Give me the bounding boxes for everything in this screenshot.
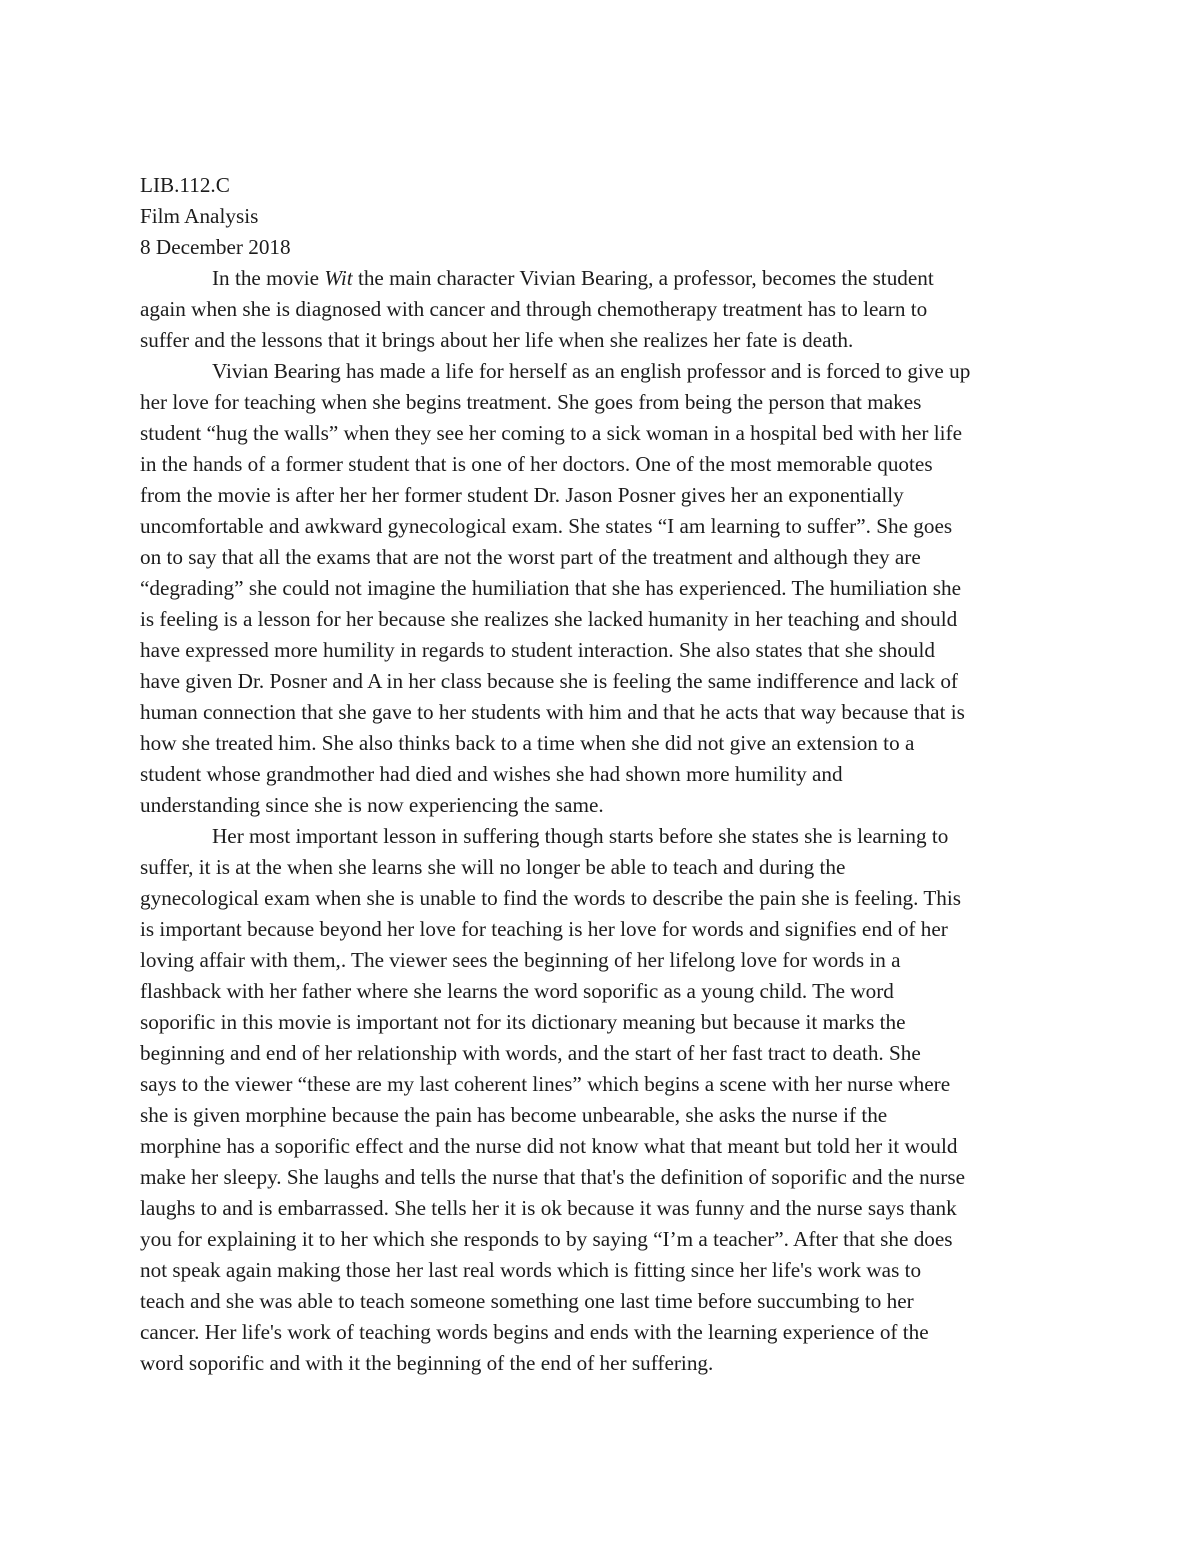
text-line: understanding since she is now experiencing the same. (140, 793, 604, 817)
text-line: Her most important lesson in suffering though starts before she states she is learning to (212, 824, 949, 848)
text-line: how she treated him. She also thinks back to a time when she did not give an extension to a (140, 731, 915, 755)
text-line: her love for teaching when she begins treatment. She goes from being the person that makes (140, 390, 922, 414)
paragraph (140, 821, 1060, 1379)
text-line: student “hug the walls” when they see her coming to a sick woman in a hospital bed with her life (140, 421, 962, 445)
text-line: teach and she was able to teach someone something one last time before succumbing to her (140, 1289, 914, 1313)
text-line: you for explaining it to her which she responds to by saying “I’m a teacher”. After that she does (140, 1227, 953, 1251)
text-line: again when she is diagnosed with cancer and through chemotherapy treatment has to learn to (140, 297, 928, 321)
text-line: uncomfortable and awkward gynecological exam. She states “I am learning to suffer”. She goes (140, 514, 953, 538)
text-line: Vivian Bearing has made a life for herself as an english professor and is forced to give up (212, 359, 971, 383)
text-line: in the hands of a former student that is one of her doctors. One of the most memorable quotes (140, 452, 933, 476)
paragraph (140, 356, 1060, 821)
text-line: student whose grandmother had died and wishes she had shown more humility and (140, 762, 843, 786)
text-line: have given Dr. Posner and A in her class because she is feeling the same indifference and lack of (140, 669, 958, 693)
text-line: have expressed more humility in regards to student interaction. She also states that she should (140, 638, 935, 662)
text-line: word soporific and with it the beginning of the end of her suffering. (140, 1351, 714, 1375)
course-code: LIB.112.C (140, 173, 230, 197)
text-line: says to the viewer “these are my last coherent lines” which begins a scene with her nurse where (140, 1072, 951, 1096)
text-line: on to say that all the exams that are not the worst part of the treatment and although they are (140, 545, 921, 569)
text-line: is feeling is a lesson for her because she realizes she lacked humanity in her teaching and should (140, 607, 958, 631)
text-line: “degrading” she could not imagine the humiliation that she has experienced. The humiliation she (140, 576, 961, 600)
text-line: morphine has a soporific effect and the nurse did not know what that meant but told her it would (140, 1134, 958, 1158)
text-segment: the main character Vivian Bearing, a professor, becomes the student (352, 266, 934, 290)
text-segment: In the movie (212, 266, 325, 290)
text-line: suffer and the lessons that it brings about her life when she realizes her fate is death. (140, 328, 854, 352)
date-line: 8 December 2018 (140, 235, 291, 259)
text-line: beginning and end of her relationship with words, and the start of her fast tract to death. She (140, 1041, 921, 1065)
document-body (140, 170, 1060, 1379)
film-title: Wit (324, 266, 353, 290)
assignment-title: Film Analysis (140, 204, 259, 228)
text-line: human connection that she gave to her students with him and that he acts that way because that is (140, 700, 965, 724)
text-line: she is given morphine because the pain has become unbearable, she asks the nurse if the (140, 1103, 888, 1127)
paragraph (140, 263, 1060, 356)
text-line: gynecological exam when she is unable to find the words to describe the pain she is feeling. This (140, 886, 962, 910)
text-line (140, 263, 1060, 294)
text-line: loving affair with them,. The viewer sees the beginning of her lifelong love for words in a (140, 948, 901, 972)
paragraphs (140, 263, 1060, 1379)
text-line: laughs to and is embarrassed. She tells her it is ok because it was funny and the nurse says thank (140, 1196, 957, 1220)
text-line: cancer. Her life's work of teaching words begins and ends with the learning experience of the (140, 1320, 929, 1344)
text-line: make her sleepy. She laughs and tells the nurse that that's the definition of soporific and the nurse (140, 1165, 966, 1189)
text-line: from the movie is after her her former student Dr. Jason Posner gives her an exponentially (140, 483, 904, 507)
text-line: is important because beyond her love for teaching is her love for words and signifies end of her (140, 917, 948, 941)
text-line: suffer, it is at the when she learns she will no longer be able to teach and during the (140, 855, 846, 879)
text-line: soporific in this movie is important not for its dictionary meaning but because it marks the (140, 1010, 906, 1034)
text-line: flashback with her father where she learns the word soporific as a young child. The word (140, 979, 894, 1003)
text-line: not speak again making those her last real words which is fitting since her life's work was to (140, 1258, 922, 1282)
